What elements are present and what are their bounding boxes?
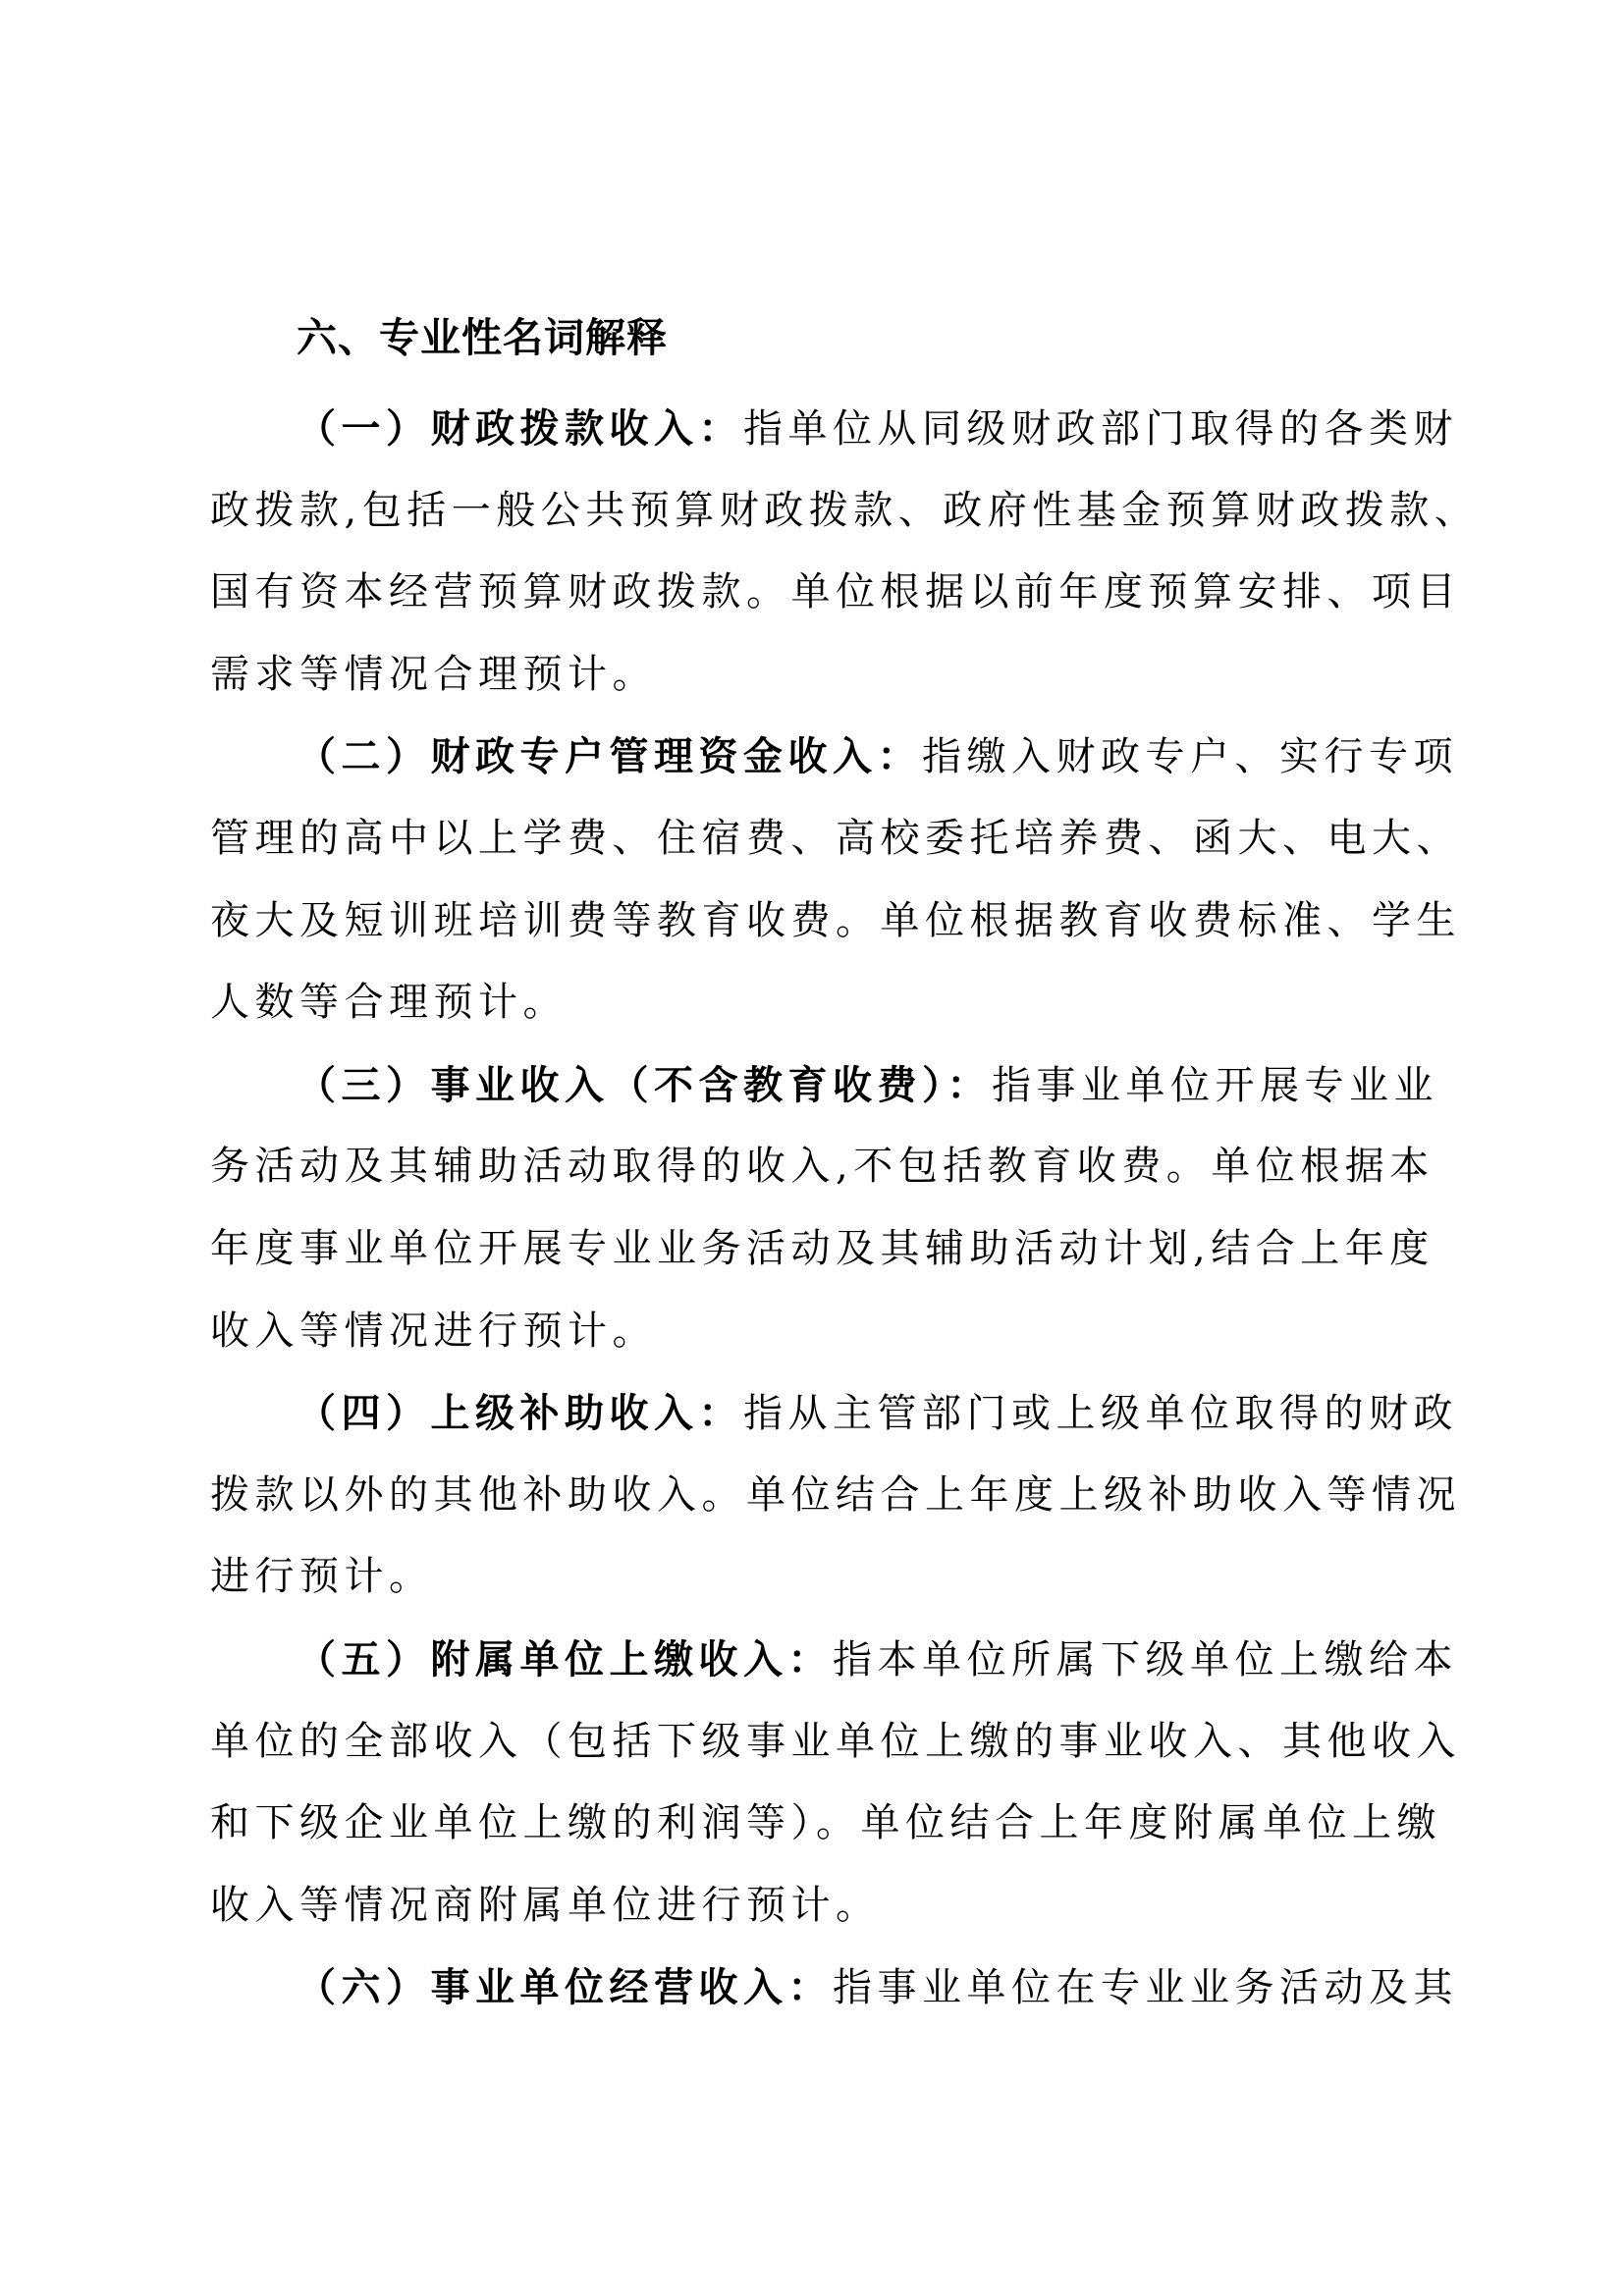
paragraph-3-line-2: 务活动及其辅助活动取得的收入,不包括教育收费。单位根据本 bbox=[210, 1144, 1435, 1190]
paragraph-3-line-3: 年度事业单位开展专业业务活动及其辅助活动计划,结合上年度 bbox=[210, 1225, 1435, 1271]
definition-text: 指缴入财政专户、实行专项 bbox=[922, 734, 1458, 780]
paragraph-5-line-3: 和下级企业单位上缴的利润等）。单位结合上年度附属单位上缴 bbox=[210, 1800, 1441, 1846]
term-label: （三）事业收入（不含教育收费）： bbox=[297, 1061, 992, 1108]
term-label: （五）附属单位上缴收入： bbox=[297, 1635, 833, 1682]
paragraph-6-line-1 bbox=[210, 1947, 1458, 2029]
paragraph-5-line-2: 单位的全部收入（包括下级事业单位上缴的事业收入、其他收入 bbox=[210, 1718, 1461, 1764]
paragraph-2-line-1 bbox=[210, 716, 1458, 798]
paragraph-4-line-3: 进行预计。 bbox=[210, 1554, 434, 1600]
definition-text: 指事业单位开展专业业 bbox=[992, 1062, 1438, 1108]
paragraph-1-line-3: 国有资本经营预算财政拨款。单位根据以前年度预算安排、项目 bbox=[210, 569, 1461, 615]
section-heading: 六、专业性名词解释 bbox=[297, 314, 668, 361]
paragraph-3-line-4: 收入等情况进行预计。 bbox=[210, 1308, 657, 1354]
term-label: （四）上级补助收入： bbox=[297, 1390, 743, 1437]
term-label: （六）事业单位经营收入： bbox=[297, 1964, 833, 2011]
paragraph-2-line-2: 管理的高中以上学费、住宿费、高校委托培养费、函大、电大、 bbox=[210, 815, 1461, 861]
paragraph-1-line-1 bbox=[210, 388, 1458, 470]
definition-text: 指单位从同级财政部门取得的各类财 bbox=[743, 406, 1458, 452]
paragraph-5-line-4: 收入等情况商附属单位进行预计。 bbox=[210, 1882, 881, 1928]
paragraph-2-line-4: 人数等合理预计。 bbox=[210, 980, 568, 1026]
paragraph-1-line-2: 政拨款,包括一般公共预算财政拨款、政府性基金预算财政拨款、 bbox=[210, 487, 1480, 533]
definition-text: 指事业单位在专业业务活动及其 bbox=[833, 1965, 1458, 2011]
paragraph-4-line-2: 拨款以外的其他补助收入。单位结合上年度上级补助收入等情况 bbox=[210, 1471, 1461, 1518]
term-label: （二）财政专户管理资金收入： bbox=[297, 733, 922, 780]
paragraph-1-line-4: 需求等情况合理预计。 bbox=[210, 651, 657, 697]
paragraph-3-line-1 bbox=[210, 1044, 1438, 1127]
paragraph-2-line-3: 夜大及短训班培训费等教育收费。单位根据教育收费标准、学生 bbox=[210, 897, 1461, 943]
definition-text: 指从主管部门或上级单位取得的财政 bbox=[743, 1391, 1458, 1437]
paragraph-4-line-1 bbox=[210, 1372, 1458, 1455]
document-body bbox=[210, 388, 1480, 2029]
term-label: （一）财政拨款收入： bbox=[297, 405, 743, 452]
definition-text: 指本单位所属下级单位上缴给本 bbox=[833, 1636, 1458, 1682]
paragraph-5-line-1 bbox=[210, 1619, 1458, 1701]
